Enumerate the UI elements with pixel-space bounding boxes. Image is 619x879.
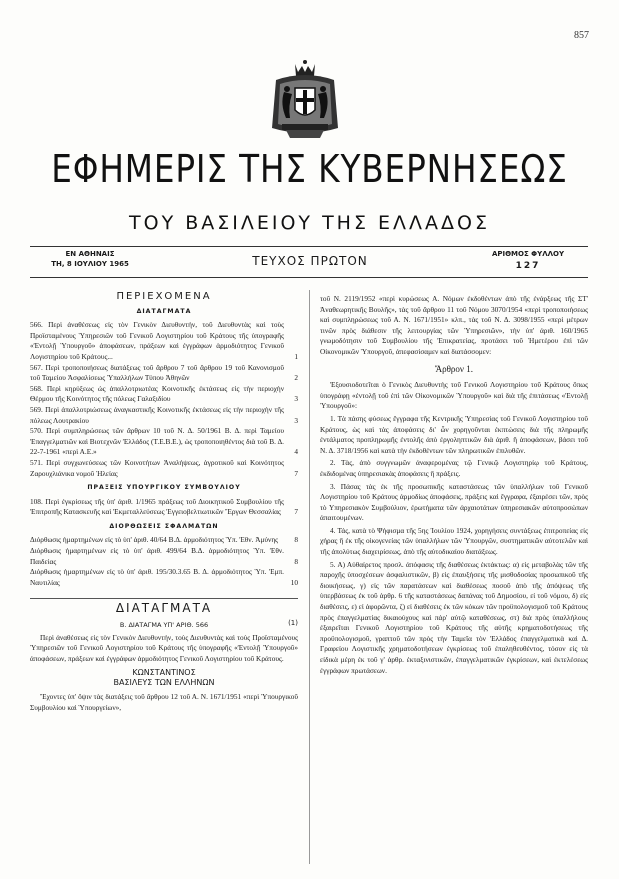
toc-entry [30,384,298,405]
article-paragraph: 1. Τὰ πάσης φύσεως ἔγγραφα τῆς Κεντρικῆς Ὑπηρεσίας τοῦ Γενικοῦ Λογιστηρίου τοῦ Κράτους, ὡς καὶ τὰς ἀποφάσεις δι' ὧν χορηγοῦνται ἐκπτώσεις διὰ τῆς πληρωμῆς ἐντάλματος προπληρωμῆς ἐντολῆς ἀπὸ ἐργοληπτικῶν διὰ ἀριθ. ἢ ἀποφάσεων, βάσει τοῦ Ν. Δ. 3718/1956 καὶ κατὰ τὴν ἐκδοθέντων τῶν πληρωτικῶν ἐπιλυθῶν. [320,413,588,455]
article-paragraph: Ἐξουσιοδοτεῖται ὁ Γενικὸς Διευθυντὴς τοῦ Γενικοῦ Λογιστηρίου τοῦ Κράτους ὅπως ὑπογράφῃ «ἐντολῇ τοῦ ἐπὶ τῶν Οἰκονομικῶν Ὑπουργοῦ» καὶ διὰ τῆς ἐπιτάσεως «Ἐντολῇ Ὑπουργοῦ»: [320,380,588,411]
section-heading-decrees: ΔΙΑΤΑΓΜΑΤΑ [136,307,192,315]
toc-entry [30,363,298,384]
decree-mark: (1) [288,619,298,628]
toc-entry-text: 569. Περὶ ἀπαλλοτριώσεως ἀναγκαστικῆς Κοινοτικῆς ἐκτάσεως εἰς τὴν περιοχὴν τῆς πόλεως Λουτρακίου [30,404,284,425]
toc-entry-text: Διόρθωσις ἡμαρτημένων εἰς τὸ ὑπ' ἀριθ. 40/64 Β.Δ. ἁρμοδιότητος Ὑπ. Ἐθν. Ἀμύνης [30,535,279,545]
issue-date: ΤΗ, 8 ΙΟΥΛΙΟΥ 1965 [51,259,129,268]
sheet-number: 127 [515,260,541,271]
decree-number: Β. ΔΙΑΤΑΓΜΑ ΥΠ' ΑΡΙΘ. 566 [119,621,209,630]
toc-entry [30,320,298,362]
issue-place: ΕΝ ΑΘΗΝΑΙΣ [65,250,115,258]
gazette-subtitle: ΤΟΥ ΒΑΣΙΛΕΙΟΥ ΤΗΣ ΕΛΛΑΔΟΣ [129,212,490,234]
toc-entry-page: 4 [294,447,298,457]
toc-entry-page: 7 [294,507,298,517]
issue-info-bar [30,246,588,278]
king-title [30,668,298,688]
toc-entry [30,546,298,567]
toc-entry-text: Διόρθωσις ἡμαρτημένων εἰς τὸ ὑπ' ἀριθ. 499/64 Β.Δ. ἁρμοδιότητος Ὑπ. Ἐθν. Παιδείας [30,546,284,566]
king-style: ΒΑΣΙΛΕΥΣ ΤΩΝ ΕΛΛΗΝΩΝ [113,678,215,688]
toc-entry-page: 2 [294,373,298,383]
toc-entry-page: 3 [294,415,298,425]
article-paragraph: 2. Τὰς, ἀπὸ συγγνωμῶν ἀναφερομένας τῷ Γενικῷ Λογιστηρίῳ τοῦ Κράτους, ἐκδιδομένας ὑπηρεσιακὰς ἀποφάσεις ἢ πράξεις. [320,458,588,478]
gazette-title: ΕΦΗΜΕΡΙΣ ΤΗΣ ΚΥΒΕΡΝΗΣΕΩΣ [51,147,568,191]
issue-sheet [468,250,588,272]
toc-entry [30,405,298,426]
toc-entry-page: 3 [294,394,298,404]
toc-entry-page: 1 [294,351,298,361]
toc-entry-page: 7 [294,468,298,478]
decree-preamble: Ἔχοντες ὑπ' ὄψιν τὰς διατάξεις τοῦ ἄρθρου 12 τοῦ Α. Ν. 1671/1951 «περὶ Ὑπουργικοῦ Συμβουλίου καὶ Ὑπουργείων», [30,692,298,712]
toc-entry-text: 566. Περὶ ἀναθέσεως εἰς τὸν Γενικὸν Διευθυντήν, τοῦ Διευθυντὰς καὶ τοὺς Προϊσταμένους Ὑπηρεσιῶν τοῦ Γενικοῦ Λογιστηρίου τοῦ Κράτους τῆς ὑπογραφῆς «Ἐντολῇ Ὑπουργοῦ» ἀποφάσεων, πράξεων καὶ ἐγγράφων ἁρμοδιότητος Γενικοῦ Λογιστηρίου τοῦ Κράτους... [30,320,284,361]
toc-entry-text: 567. Περὶ τροποποιήσεως διατάξεως τοῦ ἄρθρου 7 τοῦ ἄρθρου 19 τοῦ Κανονισμοῦ τοῦ Ταμείου Ἀσφαλίσεως Ὑπαλλήλων Τύπου Ἀθηνῶν [30,362,284,383]
article-paragraph: 4. Τάς, κατὰ τὸ Ψήφισμα τῆς 5ης Ἰουλίου 1924, χορηγήσεις συντάξεως ἐπιτροπείας εἰς χήρας ἢ ἐκ τῆς οἰκογενείας τῶν ὑπαλλήλων τῶν Ὑπουργῶν, συστηματικῶν αὐτοτελῶν καὶ τῆς ἀπολύτως διαχειρίσεως, ἀπὸ τῆς αὐτοδικαίου διατάξεως. [320,525,588,557]
toc-entry [30,458,298,479]
article-paragraph: 5. Α) Αὐθαίρετος προσλ. ἀπόφασις τῆς διαθέσεως ἐκτάκτως: α) εἰς μεταβολὰς τῶν τῆς παροχῆς ὑποσχέσεων ἀσφαλιστικῶν, β) εἰς ἐπαυξήσεις τῆς μισθοδοσίας προσωπικοῦ τῆς διοικήσεως, γ) εἰς τῶν παρατάσεων καὶ διαθέσεως ποσοῦ ἀπὸ τῆς ἀπόψεως τῆς ὑπερβάσεως ἐκ τοῦ ἀρθρ. 6 τῆς καταστάσεως δαπάνας τοῦ Δημοσίου, εἰ τοῦ νόμου, δ) εἰς διαθέσεις, ε) εἰ ἀφορῶντα, ζ) εἰ διαθέσεις ἐκ τῶν κόκων τῶν προϋπολογισμοῦ τοῦ Κράτους πρὸς ἐπαγγελματίας δικαιούχους καὶ πάρ' αὐτῷ καταθέσεως, στ) διὰ πρὸς ὑπαλλήλους ἐξαιρεῖται Γενικοῦ Λογιστηρίου τοῦ Κράτους τῆς αὐτῆς κρηματοδοτήσεως τῆς προϋπολογισμοῦ, γραπτοῦ τῶν πρὸς τὴν Ταμεῖα τὸν Ἑλλάδος ἐπαγγελματικὰ καὶ Δ. Γραφείου Λογιστικῆς χρηματοδοτήσεων ἐγκρίσεως τοῦ ἐπαληθευθέντος, τόσον εἰς τὰ εἰδικὰ μέρη ἐκ τοῦ γ' ἀρθρ. ἐκταξινιστικῶν, ἐπαγγελματικῶν ἐγκρίσεων, καὶ ἐκτελέσεως ἐγγράφων πρωτάσεων. [320,559,588,675]
toc-entry [30,567,298,588]
issue-place-date [30,250,150,270]
toc-entry-page: 8 [294,556,298,566]
section-heading-corrections: ΔΙΟΡΘΩΣΕΙΣ ΣΦΑΛΜΑΤΩΝ [109,522,219,530]
issue-series: ΤΕΥΧΟΣ ΠΡΩΤΟΝ [252,254,368,268]
toc-entry-page: 8 [294,535,298,545]
decree-summary: Περὶ ἀναθέσεως εἰς τὸν Γενικὸν Διευθυντήν, τοὺς Διευθυντὰς καὶ τοὺς Προϊσταμένους Ὑπηρεσιῶν τοῦ Γενικοῦ Λογιστηρίου τοῦ Κράτους τῆς ὑπογραφῆς «Ἐντολῇ Ὑπουργοῦ» ἀποφάσεων, πράξεων καὶ ἐγγράφων ἁρμοδιότητος Γενικοῦ Λογιστηρίου τοῦ Κράτους. [30,632,298,663]
toc-entry-text: 108. Περὶ ἐγκρίσεως τῆς ὑπ' ἀριθ. 1/1965 πράξεως τοῦ Διοικητικοῦ Συμβουλίου τῆς Ἐπιτροπῆς Κατασκευῆς καὶ Ἐκμεταλλεύσεως Ἐγγειοβελτιωτικῶν Ἔργων Θεσσαλίας [30,496,284,517]
preamble-continuation: τοῦ Ν. 2119/1952 «περὶ κυρώσεως Α. Νόμων ἐκδοθέντων ἀπὸ τῆς ἐνάρξεως τῆς ΣΤ' Ἀναθεωρητικῆς Βουλῆς», τὰς τοῦ ἄρθρου 11 τοῦ Νόμου 3070/1954 «περὶ τροποποιήσεως καὶ συμπληρώσεως τοῦ Α. Ν. 1671/1951» κλπ., τὰς τοῦ Ν. Δ. 3098/1955 «περὶ μέτρων τινῶν πρὸς διάθεσιν τῆς λειτουργίας τῶν Ὑπηρεσιῶν», τὴν ὑπ' ἀριθ. 160/1965 γνωμοδότησιν τοῦ Συμβουλίου τῆς Ἐπικρατείας, προτάσει τοῦ Ἡμετέρου ἐπὶ τῶν Οἰκονομικῶν Ὑπουργοῦ, ἀπεφασίσαμεν καὶ διατάσσομεν: [320,294,588,356]
toc-entry-text: 568. Περὶ κηρύξεως ὡς ἀπαλλοτριωτέας Κοινοτικῆς ἐκτάσεως εἰς τὴν περιοχὴν Θέρμου τῆς Κοινότητος τῆς πόλεως Γαλαξιδίου [30,383,284,404]
decrees-title: ΔΙΑΤΑΓΜΑΤΑ [30,598,298,614]
column-divider [309,290,310,864]
toc-entry [30,497,298,518]
bottom-rule [30,277,588,278]
sheet-label: ΑΡΙΘΜΟΣ ΦΥΛΛΟΥ [491,250,565,258]
royal-coat-of-arms-icon [262,58,348,142]
article-title: Ἄρθρον 1. [435,363,473,374]
king-name: ΚΩΝΣΤΑΝΤΙΝΟΣ [132,668,196,678]
section-heading-cabinet-acts: ΠΡΑΞΕΙΣ ΥΠΟΥΡΓΙΚΟΥ ΣΥΜΒΟΥΛΙΟΥ [87,484,241,492]
toc-entry-text: 570. Περὶ συμπληρώσεως τῶν ἄρθρων 10 τοῦ Ν. Δ. 50/1961 Β. Δ. περὶ Ταμείου Ἐπαγγελματιῶν καὶ Βιοτεχνῶν Ἐλλάδος (Τ.Ε.Β.Ε.), ὡς τροποποιηθέντος διὰ τοῦ Β. Δ. 22-7-1961 «περὶ Α.Ε.» [30,426,284,457]
toc-entry-text: 571. Περὶ συγχωνεύσεως τῶν Κοινοτήτων Ἀναλήψεως, ἀγροτικοῦ καὶ Κοινότητος Ζαρουχλιάνικα νομοῦ Ἠλείας [30,457,284,478]
toc-entry-text: Διόρθωσις ἡμαρτημένων εἰς τὸ ὑπ' ἀριθ. 195/30.3.65 Β. Δ. ἁρμοδιότητος Ὑπ. Ἐμπ. Ναυτιλίας [30,567,284,587]
article-paragraph: 3. Πάσας τὰς ἐκ τῆς προσωπικῆς καταστάσεως τῶν ὑπαλλήλων τοῦ Γενικοῦ Λογιστηρίου τοῦ Κράτους ἀρμοδίως ἀποφάσεις, πράξεις καὶ ἔγγραφα, ἐξαιρέσει τῶν, πρὸς τὸ Υπηρεσιακὸν Συμβούλιον, ἐρωτήματα τῶν ἀρχαιοτάτων ὑπηρεσιακῶν αὐτοπροσώπων ἀπαιτουμένων. [320,481,588,523]
decree-heading [30,620,298,631]
toc-entry [30,426,298,458]
toc-entry-page: 10 [290,577,298,587]
contents-title: ΠΕΡΙΕΧΟΜΕΝΑ [116,291,212,302]
page-number: 857 [574,30,589,41]
top-rule [30,246,588,247]
toc-entry [30,535,298,546]
right-column [320,294,588,678]
left-column [30,290,298,716]
